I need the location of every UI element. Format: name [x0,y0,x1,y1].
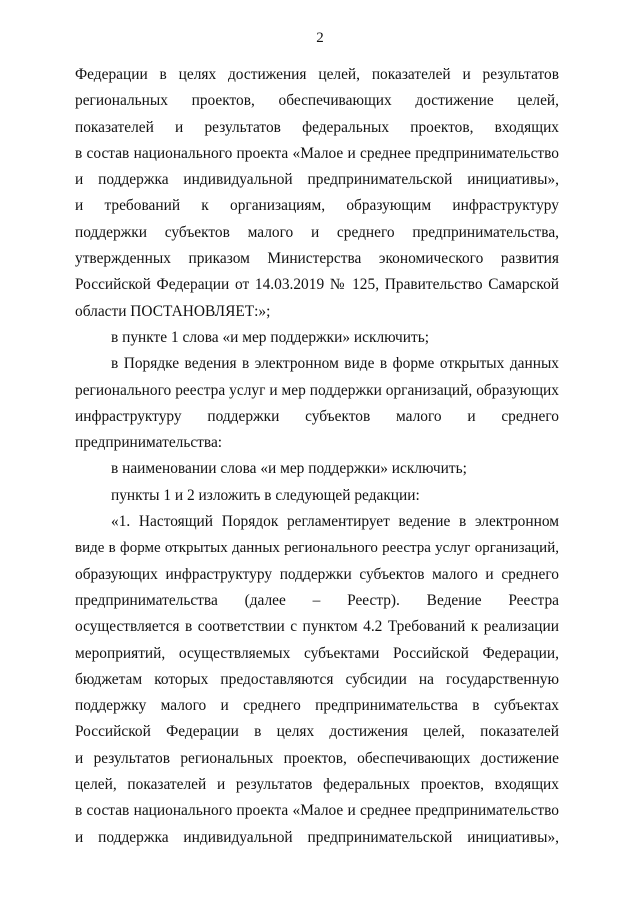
text-line: в наименовании слова «и мер поддержки» исключить; [111,460,467,478]
text-line: целей, показателей и результатов федеральных проектов, входящих [75,776,559,794]
page-number: 2 [316,30,324,46]
text-line: виде в форме открытых данных регионального реестра услуг организаций, [75,540,559,557]
text-line: Федерации в целях достижения целей, показателей и результатов [75,66,559,83]
text-line: инфраструктуру поддержки субъектов малого и среднего [75,407,559,425]
text-line: образующих инфраструктуру поддержки субъектов малого и среднего [75,565,559,583]
text-line: и требований к организациям, образующим инфраструктуру [75,197,559,215]
text-line: «1. Настоящий Порядок регламентирует ведение в электронном [111,513,559,531]
text-line: регионального реестра услуг и мер поддержки организаций, образующих [75,381,559,399]
text-line: в состав национального проекта «Малое и среднее предпринимательство [75,802,559,820]
text-line: в пункте 1 слова «и мер поддержки» исключить; [111,328,430,346]
text-line: Российской Федерации от 14.03.2019 № 125, Правительство Самарской [75,276,559,294]
text-line: и результатов региональных проектов, обеспечивающих достижение [75,749,559,767]
text-line: осуществляется в соответствии с пунктом 4.2 Требований к реализации [75,618,559,636]
text-line: утвержденных приказом Министерства экономического развития [75,250,559,268]
text-line: показателей и результатов федеральных проектов, входящих [75,118,559,136]
text-line: бюджетам которых предоставляются субсидии на государственную [75,670,559,688]
text-line: предпринимательства (далее – Реестр). Ведение Реестра [75,591,559,609]
text-line: в Порядке ведения в электронном виде в форме открытых данных [111,355,559,373]
text-line: и поддержка индивидуальной предпринимательской инициативы», [75,828,559,846]
text-line: поддержки субъектов малого и среднего предпринимательства, [75,223,559,241]
text-line: предпринимательства: [75,434,223,452]
text-line: пункты 1 и 2 изложить в следующей редакции: [111,486,420,504]
text-line: области ПОСТАНОВЛЯЕТ:»; [75,302,271,320]
text-line: Российской Федерации в целях достижения целей, показателей [75,723,559,741]
text-line: поддержку малого и среднего предпринимательства в субъектах [75,697,559,715]
text-line: и поддержка индивидуальной предпринимательской инициативы», [75,171,559,189]
document-body [75,62,559,851]
text-line: мероприятий, осуществляемых субъектами Российской Федерации, [75,644,559,662]
text-line: региональных проектов, обеспечивающих достижение целей, [75,92,559,110]
text-line: в состав национального проекта «Малое и среднее предпринимательство [75,144,559,162]
